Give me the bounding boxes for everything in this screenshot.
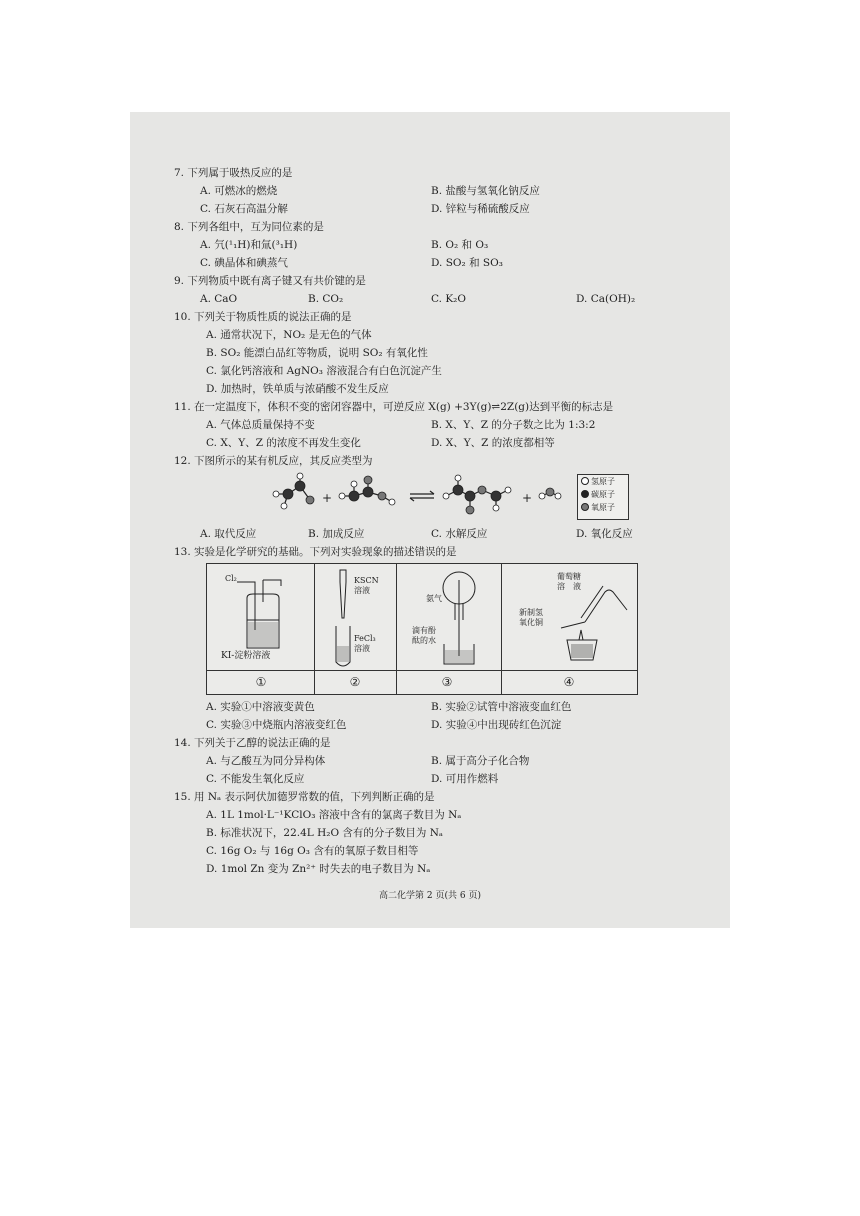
glucose-label: 葡萄糖: [557, 572, 581, 581]
q7-option-d: D. 锌粒与稀硫酸反应: [431, 203, 530, 215]
q14-option-a: A. 与乙酸互为同分异构体: [206, 755, 326, 767]
experiment-1-cell: [207, 564, 315, 670]
q15-option-c: C. 16g O₂ 与 16g O₃ 含有的氧原子数目相等: [206, 845, 419, 857]
q8-stem: 8. 下列各组中，互为同位素的是: [174, 221, 324, 233]
q9-option-a: A. CaO: [200, 293, 238, 305]
q13-option-c: C. 实验③中烧瓶内溶液变红色: [206, 719, 347, 731]
q15-option-d: D. 1mol Zn 变为 Zn²⁺ 时失去的电子数目为 Nₐ: [206, 863, 431, 875]
q11-option-d: D. X、Y、Z 的浓度都相等: [431, 437, 555, 449]
legend-hydrogen: 氢原子: [591, 477, 615, 486]
fecl3-label: FeCl₃: [354, 634, 376, 643]
experiment-number-row: [207, 670, 637, 695]
q7-option-b: B. 盐酸与氢氧化钠反应: [431, 185, 540, 197]
fountain-flask-icon: [434, 568, 484, 668]
q8-option-c: C. 碘晶体和碘蒸气: [200, 257, 288, 269]
q14-option-b: B. 属于高分子化合物: [431, 755, 530, 767]
q8-option-b: B. O₂ 和 O₃: [431, 239, 489, 251]
q9-option-c: C. K₂O: [431, 293, 466, 305]
q12-stem: 12. 下图所示的某有机反应，其反应类型为: [174, 455, 373, 467]
q11-option-a: A. 气体总质量保持不变: [206, 419, 315, 431]
legend-oxygen: 氧原子: [591, 503, 615, 512]
q8-option-d: D. SO₂ 和 SO₃: [431, 257, 503, 269]
carbon-atom-icon: [581, 490, 589, 498]
q9-stem: 9. 下列物质中既有离子键又有共价键的是: [174, 275, 366, 287]
q10-option-a: A. 通常状况下，NO₂ 是无色的气体: [206, 329, 372, 341]
phenolphthalein-water-label: 酞的水: [412, 636, 436, 645]
svg-text:+: +: [322, 491, 333, 505]
q10-option-b: B. SO₂ 能漂白品红等物质，说明 SO₂ 有氧化性: [206, 347, 428, 359]
q10-option-d: D. 加热时，铁单质与浓硝酸不发生反应: [206, 383, 389, 395]
q10-stem: 10. 下列关于物质性质的说法正确的是: [174, 311, 352, 323]
q15-option-b: B. 标准状况下，22.4L H₂O 含有的分子数目为 Nₐ: [206, 827, 443, 839]
q13-stem: 13. 实验是化学研究的基础。下列对实验现象的描述错误的是: [174, 546, 457, 558]
q13-option-b: B. 实验②试管中溶液变血红色: [431, 701, 572, 713]
legend-carbon: 碳原子: [591, 490, 615, 499]
q12-option-d: D. 氧化反应: [576, 528, 633, 540]
q14-stem: 14. 下列关于乙醇的说法正确的是: [174, 737, 331, 749]
q12-option-c: C. 水解反应: [431, 528, 488, 540]
phenolphthalein-label: 滴有酚: [412, 626, 436, 635]
q11-stem: 11. 在一定温度下，体积不变的密闭容器中，可逆反应 X(g) +3Y(g)⇌2Z(g)达到平衡的标志是: [174, 401, 614, 413]
cl2-label: Cl₂: [225, 574, 237, 583]
q12-option-b: B. 加成反应: [308, 528, 365, 540]
q9-option-d: D. Ca(OH)₂: [576, 293, 636, 305]
atom-legend: [577, 474, 629, 520]
q10-option-c: C. 氯化钙溶液和 AgNO₃ 溶液混合有白色沉淀产生: [206, 365, 442, 377]
experiment-number-1: ①: [255, 675, 267, 689]
q7-option-a: A. 可燃冰的燃烧: [200, 185, 278, 197]
q13-option-a: A. 实验①中溶液变黄色: [206, 701, 315, 713]
kscn-label: KSCN: [354, 576, 379, 585]
q15-stem: 15. 用 Nₐ 表示阿伏加德罗常数的值，下列判断正确的是: [174, 791, 435, 803]
divider: [501, 671, 502, 695]
experiment-number-2: ②: [349, 675, 361, 689]
experiment-2-cell: [314, 564, 397, 670]
divider: [396, 671, 397, 695]
svg-text:+: +: [522, 491, 533, 505]
experiment-number-4: ④: [563, 675, 575, 689]
kscn-solution-label: 溶液: [354, 586, 370, 595]
q12-option-a: A. 取代反应: [200, 528, 257, 540]
q11-option-b: B. X、Y、Z 的分子数之比为 1:3:2: [431, 419, 596, 431]
q13-option-d: D. 实验④中出现砖红色沉淀: [431, 719, 562, 731]
experiment-3-cell: [396, 564, 502, 670]
reaction-molecule-diagram: [270, 472, 570, 522]
experiment-table: [206, 563, 638, 695]
fecl3-solution-label: 溶液: [354, 644, 370, 653]
page-footer: 高二化学第 2 页(共 6 页): [379, 891, 481, 901]
q7-stem: 7. 下列属于吸热反应的是: [174, 167, 293, 179]
hydrogen-atom-icon: [581, 477, 589, 485]
experiment-4-cell: [501, 564, 637, 670]
fresh-cuoh2-label-2: 氧化铜: [519, 618, 543, 627]
fresh-cuoh2-label: 新制氢: [519, 608, 543, 617]
ki-starch-label: KI-淀粉溶液: [221, 651, 271, 661]
ammonia-label: 氨气: [426, 594, 442, 603]
q15-option-a: A. 1L 1mol·L⁻¹KClO₃ 溶液中含有的氯离子数目为 Nₐ: [206, 809, 462, 821]
q11-option-c: C. X、Y、Z 的浓度不再发生变化: [206, 437, 361, 449]
glucose-solution-label: 溶 液: [557, 582, 581, 591]
experiment-number-3: ③: [441, 675, 453, 689]
q14-option-c: C. 不能发生氧化反应: [206, 773, 305, 785]
q7-option-c: C. 石灰石高温分解: [200, 203, 288, 215]
scanned-page: [130, 112, 730, 928]
heating-test-tube-icon: [541, 570, 631, 666]
oxygen-atom-icon: [581, 503, 589, 511]
q14-option-d: D. 可用作燃料: [431, 773, 499, 785]
q8-option-a: A. 氕(¹₁H)和氚(³₁H): [200, 239, 298, 251]
gas-washing-bottle-icon: [233, 572, 293, 652]
q9-option-b: B. CO₂: [308, 293, 344, 305]
